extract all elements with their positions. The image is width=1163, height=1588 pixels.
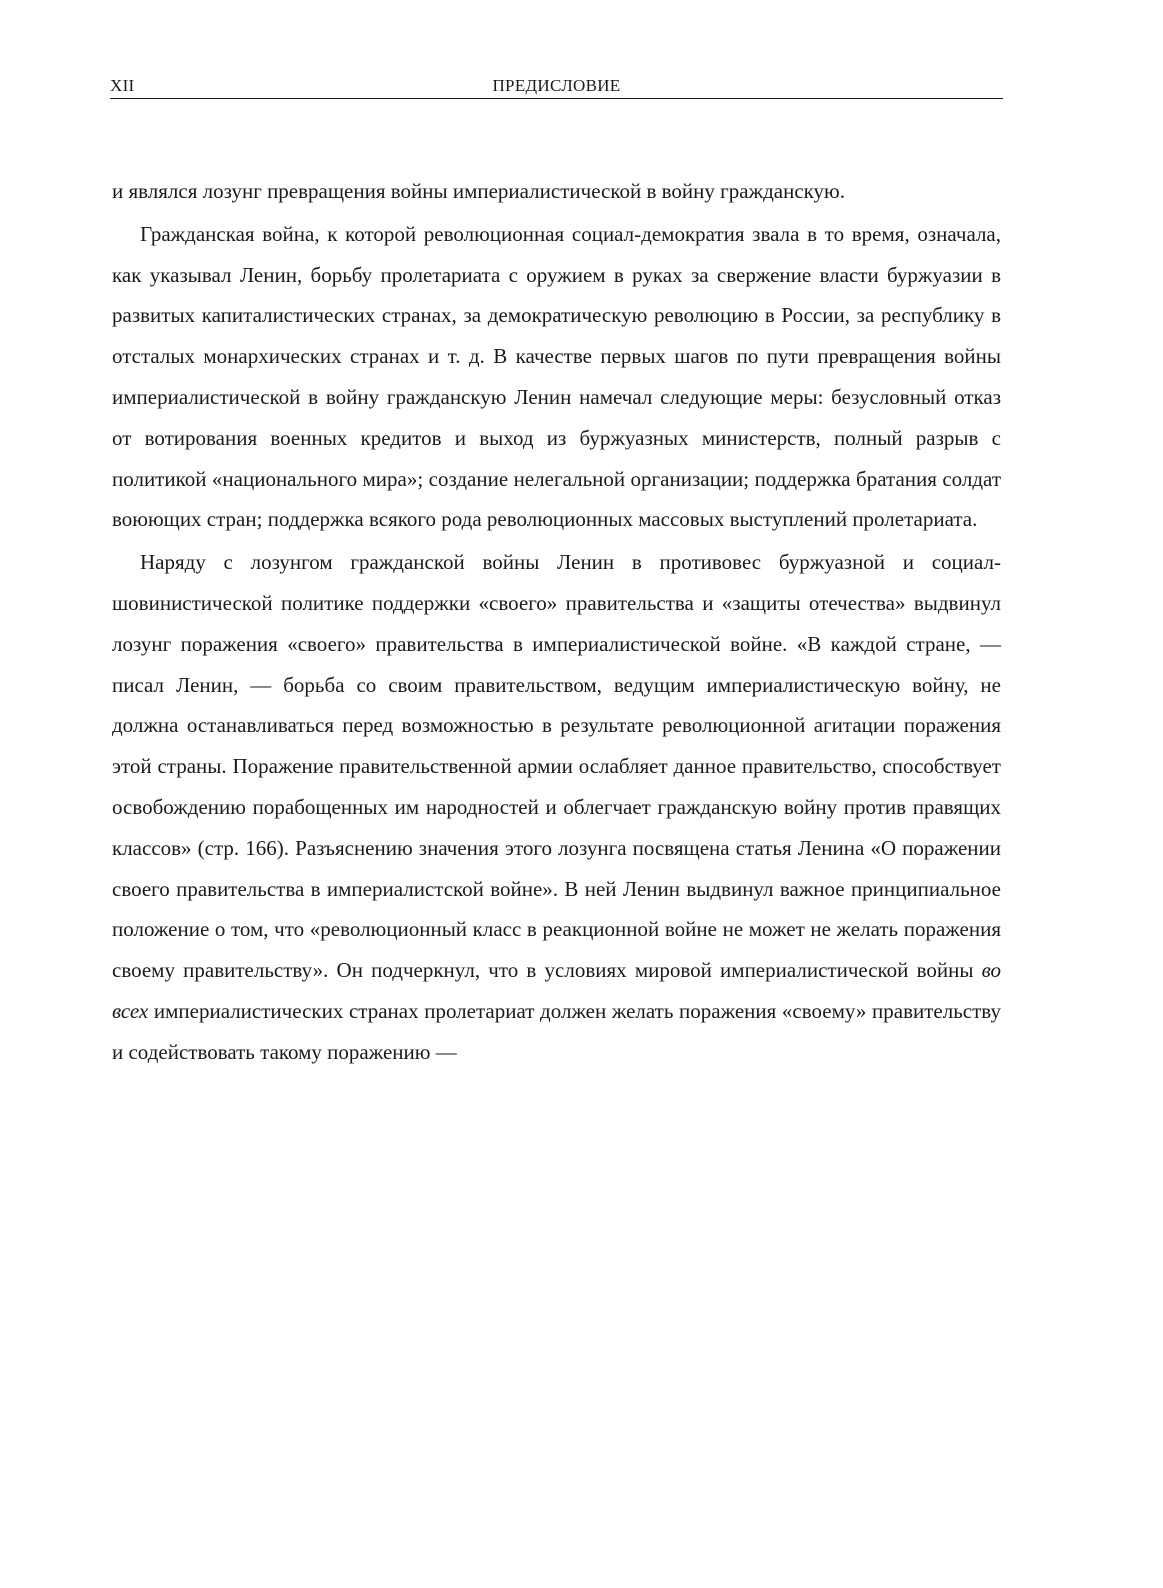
paragraph-civil-war: Гражданская война, к которой революционная социал-демократия звала в то время, означала, как указывал Ленин, борьбу пролетариата с оружием в руках за свержение власти буржуазии в развитых капиталистических странах, за демократическую революцию в России, за республику в отсталых монархических странах и т. д. В качестве первых шагов по пути превращения войны империалистической в войну гражданскую Ленин намечал следующие меры: безусловный отказ от вотирования военных кредитов и выход из буржуазных министерств, полный разрыв с политикой «национального мира»; создание нелегальной организации; поддержка братания солдат воюющих стран; поддержка всякого рода революционных массовых выступлений пролетариата. <box>112 221 1001 532</box>
running-title: ПРЕДИСЛОВИЕ <box>492 76 621 95</box>
page-number: XII <box>110 76 135 95</box>
paragraph-defeat-slogan <box>112 542 1001 1072</box>
body-text <box>112 171 1001 1073</box>
paragraph-text-after-italic: империалистических странах пролетариат должен желать поражения «своему» правительству и содействовать такому поражению — <box>112 998 1001 1064</box>
italic-emphasis: во всех <box>112 958 1001 1023</box>
paragraph-continuation: и являлся лозунг превращения войны империалистической в войну гражданскую. <box>112 179 846 203</box>
paragraph-text-before-italic: Наряду с лозунгом гражданской войны Ленин в противовес буржуазной и социал-шовинистической политике поддержки «своего» правительства и «защиты отечества» выдвинул лозунг поражения «своего» правительства в империалистической войне. «В каждой стране, — писал Ленин, — борьба со своим правительством, ведущим империалистическую войну, не должна останавливаться перед возможностью в результате революционной агитации поражения этой страны. Поражение правительственной армии ослабляет данное правительство, способствует освобождению порабощенных им народностей и облегчает гражданскую войну против правящих классов» (стр. 166). Разъяснению значения этого лозунга посвящена статья Ленина «О поражении своего правительства в империалистской войне». В ней Ленин выдвинул важное принципиальное положение о том, что «революционный класс в реакционной войне не может не желать поражения своему правительству». Он подчеркнул, что в условиях мировой империалистической войны <box>112 550 1001 983</box>
running-header <box>110 74 1003 99</box>
